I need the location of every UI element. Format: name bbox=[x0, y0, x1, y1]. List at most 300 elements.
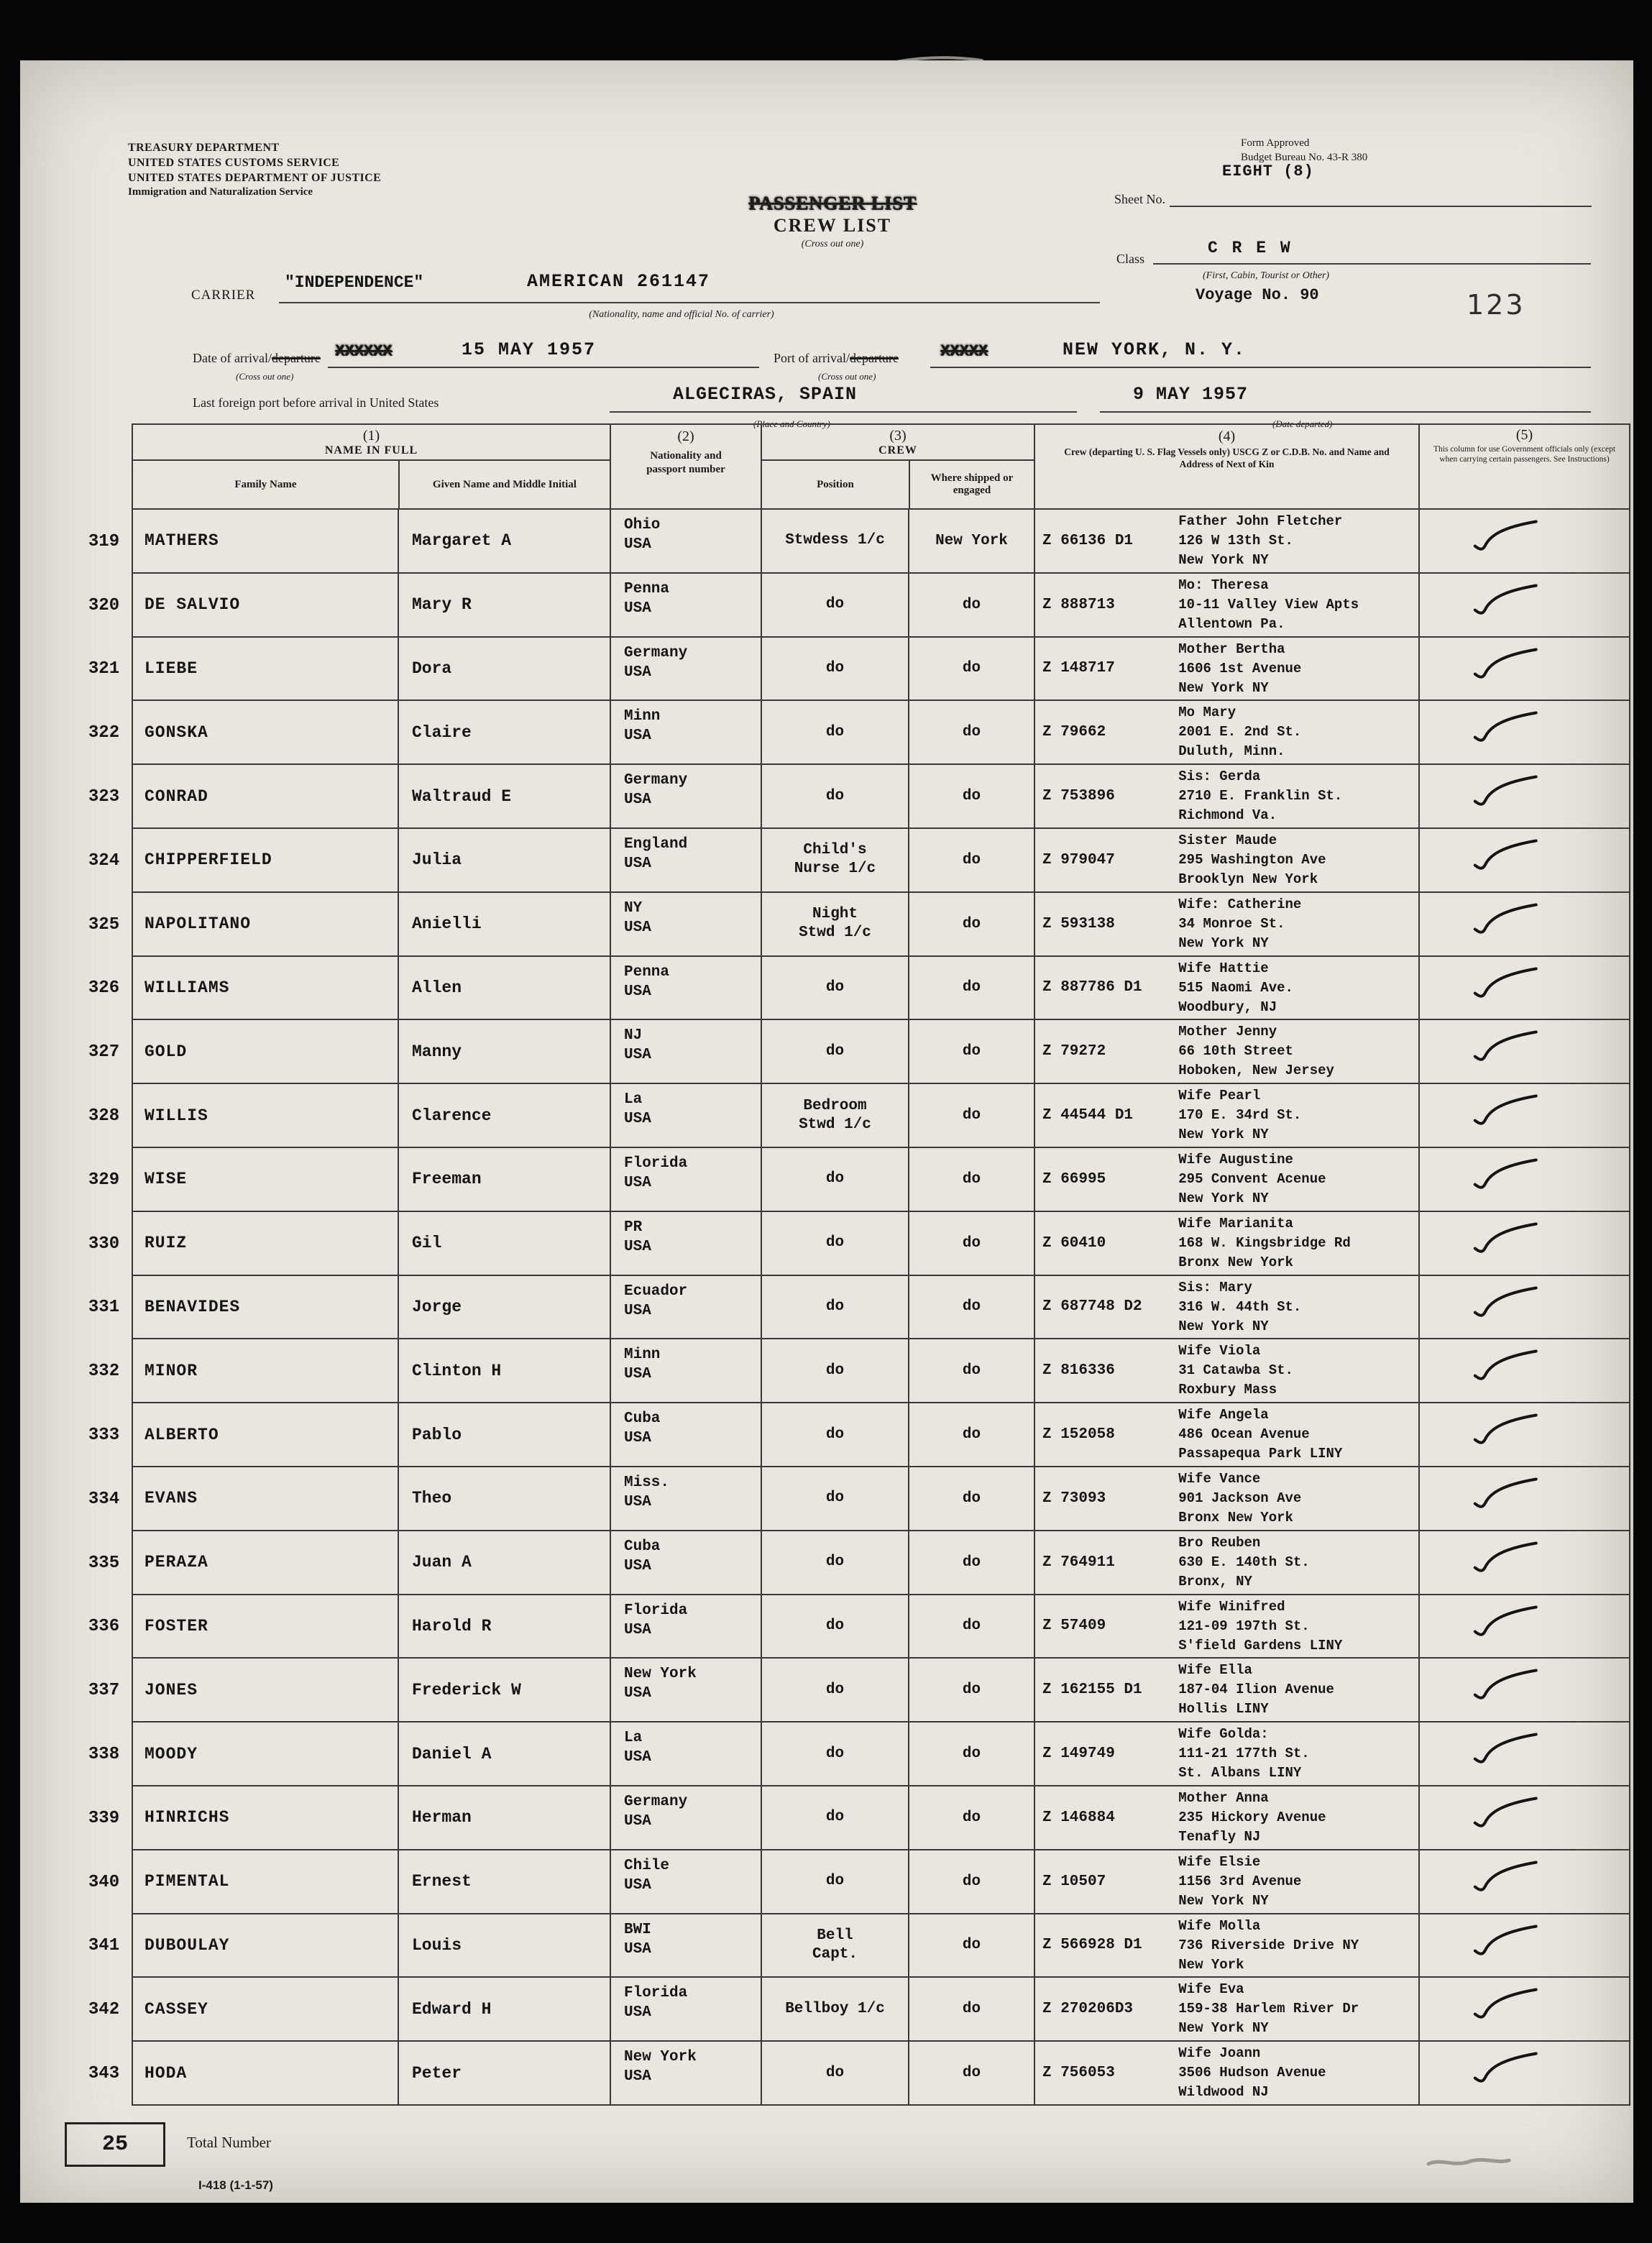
family-name-cell: CHIPPERFIELD bbox=[132, 829, 398, 893]
voyage-number: Voyage No. 90 bbox=[1196, 286, 1319, 304]
agency-line: TREASURY DEPARTMENT bbox=[128, 142, 280, 154]
family-name-cell: GONSKA bbox=[132, 701, 398, 765]
given-name-cell: Anielli bbox=[398, 893, 610, 957]
position-cell: do bbox=[761, 1659, 908, 1723]
given-name-cell: Allen bbox=[398, 957, 610, 1021]
z-number: Z 816336 bbox=[1042, 1362, 1115, 1380]
row-number bbox=[76, 1531, 132, 1595]
government-use-cell bbox=[1418, 1914, 1630, 1978]
line-number: 323 bbox=[88, 787, 120, 807]
position-cell: Night Stwd 1/c bbox=[761, 893, 908, 957]
family-name-cell: ALBERTO bbox=[132, 1403, 398, 1467]
z-number: Z 66995 bbox=[1042, 1170, 1106, 1188]
nationality-cell: Cuba USA bbox=[610, 1403, 761, 1467]
checkmark-icon bbox=[1469, 1347, 1544, 1390]
next-of-kin-cell bbox=[1034, 1403, 1418, 1467]
z-number: Z 79662 bbox=[1042, 724, 1106, 741]
row-number bbox=[76, 1978, 132, 2042]
where-shipped-cell: do bbox=[908, 1595, 1034, 1659]
document-page bbox=[20, 60, 1633, 2203]
header-crew bbox=[761, 423, 1034, 510]
next-of-kin-cell bbox=[1034, 1659, 1418, 1723]
government-use-cell bbox=[1418, 829, 1630, 893]
row-number-gutter bbox=[76, 423, 132, 510]
nationality-cell: La USA bbox=[610, 1723, 761, 1786]
family-name-cell: CASSEY bbox=[132, 1978, 398, 2042]
z-number: Z 764911 bbox=[1042, 1554, 1115, 1571]
table-row bbox=[76, 1403, 1630, 1467]
table-row bbox=[76, 1850, 1630, 1914]
z-number: Z 687748 D2 bbox=[1042, 1298, 1142, 1316]
next-of-kin-address: Sister Maude 295 Washington Ave Brooklyn New York bbox=[1178, 832, 1326, 887]
government-use-cell bbox=[1418, 1531, 1630, 1595]
position-cell: Bedroom Stwd 1/c bbox=[761, 1084, 908, 1148]
checkmark-icon bbox=[1469, 1220, 1544, 1262]
government-use-cell bbox=[1418, 1148, 1630, 1212]
sheet-number-value: EIGHT (8) bbox=[1222, 162, 1314, 180]
class-note: (First, Cabin, Tourist or Other) bbox=[1203, 270, 1330, 281]
checkmark-icon bbox=[1469, 1028, 1544, 1070]
family-name-cell: PIMENTAL bbox=[132, 1850, 398, 1914]
table-row bbox=[76, 829, 1630, 893]
row-number bbox=[76, 1850, 132, 1914]
z-number: Z 79272 bbox=[1042, 1043, 1106, 1060]
next-of-kin-cell bbox=[1034, 1467, 1418, 1531]
row-number bbox=[76, 574, 132, 638]
next-of-kin-address: Bro Reuben 630 E. 140th St. Bronx, NY bbox=[1178, 1534, 1310, 1590]
crossed-out-text: XXXXXX bbox=[335, 342, 393, 360]
checkmark-icon bbox=[1469, 837, 1544, 879]
header-col3-top bbox=[762, 425, 1034, 461]
sheet-number-label: Sheet No. bbox=[1114, 192, 1165, 206]
row-number bbox=[76, 1403, 132, 1467]
government-use-cell bbox=[1418, 1595, 1630, 1659]
where-shipped-cell: do bbox=[908, 638, 1034, 702]
position-cell: Stwdess 1/c bbox=[761, 510, 908, 574]
line-number: 334 bbox=[88, 1489, 120, 1509]
next-of-kin-address: Wife Augustine 295 Convent Acenue New York NY bbox=[1178, 1151, 1326, 1206]
given-name-header: Given Name and Middle Initial bbox=[398, 461, 610, 508]
checkmark-icon bbox=[1469, 1092, 1544, 1134]
family-name-cell: HODA bbox=[132, 2042, 398, 2106]
position-cell: do bbox=[761, 1531, 908, 1595]
next-of-kin-address: Sis: Gerda 2710 E. Franklin St. Richmond Va. bbox=[1178, 769, 1343, 824]
nationality-cell: Florida USA bbox=[610, 1595, 761, 1659]
date-departed-note: (Date departed) bbox=[1272, 418, 1333, 429]
given-name-cell: Clinton H bbox=[398, 1339, 610, 1403]
next-of-kin-cell bbox=[1034, 893, 1418, 957]
line-number: 319 bbox=[88, 531, 120, 551]
z-number: Z 566928 D1 bbox=[1042, 1937, 1142, 1954]
z-number: Z 888713 bbox=[1042, 596, 1115, 613]
family-name-cell: LIEBE bbox=[132, 638, 398, 702]
nationality-cell: Florida USA bbox=[610, 1978, 761, 2042]
col4-number: (4) bbox=[1218, 428, 1236, 444]
table-row bbox=[76, 1148, 1630, 1212]
position-cell: do bbox=[761, 1339, 908, 1403]
agency-line: UNITED STATES DEPARTMENT OF JUSTICE bbox=[128, 171, 382, 184]
position-cell: do bbox=[761, 1850, 908, 1914]
table-row bbox=[76, 701, 1630, 765]
next-of-kin-cell bbox=[1034, 510, 1418, 574]
table-row bbox=[76, 893, 1630, 957]
next-of-kin-cell bbox=[1034, 1723, 1418, 1786]
given-name-cell: Manny bbox=[398, 1020, 610, 1084]
line-number: 326 bbox=[88, 978, 120, 999]
nationality-cell: Penna USA bbox=[610, 957, 761, 1021]
nationality-cell: BWI USA bbox=[610, 1914, 761, 1978]
position-cell: do bbox=[761, 2042, 908, 2106]
next-of-kin-cell bbox=[1034, 701, 1418, 765]
table-row bbox=[76, 1339, 1630, 1403]
carrier-label: CARRIER bbox=[191, 288, 256, 303]
where-shipped-cell: do bbox=[908, 1723, 1034, 1786]
class-value: C R E W bbox=[1208, 239, 1293, 257]
table-row bbox=[76, 574, 1630, 638]
position-cell: Bellboy 1/c bbox=[761, 1978, 908, 2042]
line-number: 328 bbox=[88, 1106, 120, 1127]
government-use-cell bbox=[1418, 1339, 1630, 1403]
next-of-kin-address: Wife Molla 736 Riverside Drive NY New York bbox=[1178, 1917, 1359, 1973]
given-name-cell: Claire bbox=[398, 701, 610, 765]
line-number: 336 bbox=[88, 1617, 120, 1637]
z-number: Z 10507 bbox=[1042, 1873, 1106, 1890]
row-number bbox=[76, 638, 132, 702]
nationality-cell: Germany USA bbox=[610, 638, 761, 702]
col1-title: NAME IN FULL bbox=[324, 444, 418, 457]
total-number-box: 25 bbox=[65, 2122, 165, 2167]
header-col3-sub bbox=[762, 461, 1034, 508]
next-of-kin-address: Wife Joann 3506 Hudson Avenue Wildwood NJ bbox=[1178, 2045, 1326, 2101]
underline bbox=[930, 348, 1591, 368]
line-number: 343 bbox=[88, 2064, 120, 2084]
government-use-cell bbox=[1418, 1403, 1630, 1467]
next-of-kin-cell bbox=[1034, 1020, 1418, 1084]
row-number bbox=[76, 829, 132, 893]
form-number: I-418 (1-1-57) bbox=[198, 2178, 273, 2192]
government-use-cell bbox=[1418, 1723, 1630, 1786]
checkmark-icon bbox=[1469, 901, 1544, 943]
where-shipped-cell: do bbox=[908, 1148, 1034, 1212]
government-use-cell bbox=[1418, 1850, 1630, 1914]
form-title bbox=[689, 193, 976, 250]
cross-out-note: (Cross out one) bbox=[818, 371, 876, 382]
nationality-cell: Miss. USA bbox=[610, 1467, 761, 1531]
next-of-kin-address: Wife Ella 187-04 Ilion Avenue Hollis LINY bbox=[1178, 1662, 1334, 1717]
next-of-kin-cell bbox=[1034, 1914, 1418, 1978]
position-cell: do bbox=[761, 957, 908, 1021]
where-shipped-cell: do bbox=[908, 829, 1034, 893]
next-of-kin-cell bbox=[1034, 1978, 1418, 2042]
date-label-struck: departure bbox=[271, 351, 321, 365]
next-of-kin-address: Wife Elsie 1156 3rd Avenue New York NY bbox=[1178, 1853, 1302, 1909]
line-number: 331 bbox=[88, 1298, 120, 1318]
page-number-stamp: 123 bbox=[1467, 289, 1525, 321]
checkmark-icon bbox=[1469, 646, 1544, 688]
family-name-cell: MOODY bbox=[132, 1723, 398, 1786]
government-use-cell bbox=[1418, 1212, 1630, 1276]
given-name-cell: Harold R bbox=[398, 1595, 610, 1659]
nationality-cell: PR USA bbox=[610, 1212, 761, 1276]
z-number: Z 60410 bbox=[1042, 1234, 1106, 1252]
title-passenger-list-crossed: PASSENGER LIST bbox=[748, 193, 917, 214]
row-number bbox=[76, 1148, 132, 1212]
table-row bbox=[76, 1084, 1630, 1148]
given-name-cell: Daniel A bbox=[398, 1723, 610, 1786]
sheet-number-row bbox=[1114, 188, 1592, 207]
z-number: Z 162155 D1 bbox=[1042, 1682, 1142, 1699]
row-number bbox=[76, 1020, 132, 1084]
table-row bbox=[76, 2042, 1630, 2106]
family-name-cell: EVANS bbox=[132, 1467, 398, 1531]
checkmark-icon bbox=[1469, 1602, 1544, 1645]
government-use-cell bbox=[1418, 1978, 1630, 2042]
nationality-cell: NJ USA bbox=[610, 1020, 761, 1084]
given-name-cell: Julia bbox=[398, 829, 610, 893]
line-number: 342 bbox=[88, 2000, 120, 2020]
given-name-cell: Dora bbox=[398, 638, 610, 702]
next-of-kin-cell bbox=[1034, 1339, 1418, 1403]
line-number: 337 bbox=[88, 1681, 120, 1701]
nationality-cell: New York USA bbox=[610, 2042, 761, 2106]
table-row bbox=[76, 510, 1630, 574]
government-use-header: This column for use Government officials only (except when carrying certain passengers. See Instructions) bbox=[1433, 445, 1616, 464]
next-of-kin-address: Mother Jenny 66 10th Street Hoboken, New Jersey bbox=[1178, 1024, 1334, 1079]
position-cell: do bbox=[761, 1020, 908, 1084]
row-number bbox=[76, 1595, 132, 1659]
scan-artifact-smudge bbox=[1426, 2152, 1512, 2171]
next-of-kin-cell bbox=[1034, 957, 1418, 1021]
family-name-cell: WILLIS bbox=[132, 1084, 398, 1148]
given-name-cell: Frederick W bbox=[398, 1659, 610, 1723]
family-name-cell: RUIZ bbox=[132, 1212, 398, 1276]
where-shipped-cell: do bbox=[908, 1914, 1034, 1978]
row-number bbox=[76, 1212, 132, 1276]
given-name-cell: Mary R bbox=[398, 574, 610, 638]
line-number: 339 bbox=[88, 1808, 120, 1828]
agency-line: UNITED STATES CUSTOMS SERVICE bbox=[128, 156, 340, 169]
next-of-kin-address: Wife Golda: 111-21 177th St. St. Albans LINY bbox=[1178, 1726, 1310, 1781]
row-number bbox=[76, 1084, 132, 1148]
port-of-arrival-label bbox=[774, 351, 899, 366]
table-row bbox=[76, 1212, 1630, 1276]
next-of-kin-address: Wife Hattie 515 Naomi Ave. Woodbury, NJ bbox=[1178, 960, 1293, 1015]
line-number: 320 bbox=[88, 595, 120, 615]
header-government-use bbox=[1418, 423, 1630, 510]
position-cell: do bbox=[761, 1212, 908, 1276]
next-of-kin-cell bbox=[1034, 2042, 1418, 2106]
government-use-cell bbox=[1418, 957, 1630, 1021]
given-name-cell: Juan A bbox=[398, 1531, 610, 1595]
cross-out-note: (Cross out one) bbox=[236, 371, 294, 382]
col5-number: (5) bbox=[1515, 427, 1533, 443]
port-label-text: Port of arrival/ bbox=[774, 351, 850, 365]
line-number: 329 bbox=[88, 1170, 120, 1190]
form-approved-line: Form Approved bbox=[1241, 137, 1310, 149]
next-of-kin-cell bbox=[1034, 1786, 1418, 1850]
line-number: 341 bbox=[88, 1936, 120, 1956]
position-cell: Child's Nurse 1/c bbox=[761, 829, 908, 893]
z-number: Z 979047 bbox=[1042, 851, 1115, 868]
col3-number: (3) bbox=[889, 428, 907, 444]
government-use-cell bbox=[1418, 574, 1630, 638]
given-name-cell: Clarence bbox=[398, 1084, 610, 1148]
row-number bbox=[76, 701, 132, 765]
next-of-kin-cell bbox=[1034, 1212, 1418, 1276]
z-number: Z 753896 bbox=[1042, 788, 1115, 805]
table-row bbox=[76, 957, 1630, 1021]
checkmark-icon bbox=[1469, 582, 1544, 624]
next-of-kin-cell bbox=[1034, 765, 1418, 829]
next-of-kin-address: Wife Angela 486 Ocean Avenue Passapequa Park LINY bbox=[1178, 1407, 1343, 1462]
next-of-kin-cell bbox=[1034, 1276, 1418, 1340]
family-name-cell: GOLD bbox=[132, 1020, 398, 1084]
row-number bbox=[76, 1786, 132, 1850]
nationality-cell: New York USA bbox=[610, 1659, 761, 1723]
where-shipped-cell: do bbox=[908, 574, 1034, 638]
next-of-kin-address: Wife Viola 31 Catawba St. Roxbury Mass bbox=[1178, 1343, 1293, 1398]
nationality-cell: Cuba USA bbox=[610, 1531, 761, 1595]
position-cell: do bbox=[761, 1276, 908, 1340]
where-shipped-cell: do bbox=[908, 1786, 1034, 1850]
checkmark-icon bbox=[1469, 1411, 1544, 1454]
next-of-kin-address: Wife Winifred 121-09 197th St. S'field Gardens LINY bbox=[1178, 1598, 1343, 1653]
where-shipped-cell: do bbox=[908, 1850, 1034, 1914]
family-name-cell: WISE bbox=[132, 1148, 398, 1212]
header-col1-top bbox=[133, 425, 610, 461]
given-name-cell: Peter bbox=[398, 2042, 610, 2106]
family-name-cell: BENAVIDES bbox=[132, 1276, 398, 1340]
z-number: Z 148717 bbox=[1042, 660, 1115, 677]
where-shipped-cell: do bbox=[908, 1084, 1034, 1148]
government-use-cell bbox=[1418, 2042, 1630, 2106]
table-row bbox=[76, 1786, 1630, 1850]
next-of-kin-cell bbox=[1034, 1148, 1418, 1212]
crew-table bbox=[76, 423, 1630, 2106]
col1-number: (1) bbox=[362, 428, 380, 444]
next-of-kin-cell bbox=[1034, 1531, 1418, 1595]
row-number bbox=[76, 2042, 132, 2106]
checkmark-icon bbox=[1469, 1475, 1544, 1518]
next-of-kin-cell bbox=[1034, 1595, 1418, 1659]
checkmark-icon bbox=[1469, 1666, 1544, 1709]
budget-bureau-line: Budget Bureau No. 43-R 380 bbox=[1241, 151, 1368, 163]
next-of-kin-address: Sis: Mary 316 W. 44th St. New York NY bbox=[1178, 1279, 1302, 1334]
next-of-kin-address: Mother Anna 235 Hickory Avenue Tenafly NJ bbox=[1178, 1789, 1326, 1845]
next-of-kin-header: Crew (departing U. S. Flag Vessels only) USCG Z or C.D.B. No. and Name and Address of Next of Kin bbox=[1064, 446, 1390, 469]
next-of-kin-address: Wife Marianita 168 W. Kingsbridge Rd Bronx New York bbox=[1178, 1215, 1351, 1270]
row-number bbox=[76, 1339, 132, 1403]
where-shipped-cell: do bbox=[908, 2042, 1034, 2106]
z-number: Z 73093 bbox=[1042, 1490, 1106, 1507]
nationality-cell: La USA bbox=[610, 1084, 761, 1148]
date-departed-value: 9 MAY 1957 bbox=[1133, 384, 1249, 405]
where-shipped-cell: do bbox=[908, 765, 1034, 829]
z-number: Z 887786 D1 bbox=[1042, 979, 1142, 996]
government-use-cell bbox=[1418, 510, 1630, 574]
form-approved-block bbox=[1241, 137, 1367, 165]
where-shipped-cell: do bbox=[908, 1659, 1034, 1723]
nationality-cell: Minn USA bbox=[610, 1339, 761, 1403]
position-cell: do bbox=[761, 701, 908, 765]
checkmark-icon bbox=[1469, 1730, 1544, 1773]
line-number: 324 bbox=[88, 850, 120, 871]
where-shipped-cell: do bbox=[908, 1403, 1034, 1467]
checkmark-icon bbox=[1469, 964, 1544, 1006]
government-use-cell bbox=[1418, 1659, 1630, 1723]
table-row bbox=[76, 1531, 1630, 1595]
header-col1-sub bbox=[133, 461, 610, 508]
line-number: 330 bbox=[88, 1234, 120, 1254]
given-name-cell: Theo bbox=[398, 1467, 610, 1531]
checkmark-icon bbox=[1469, 1794, 1544, 1837]
nationality-cell: Germany USA bbox=[610, 1786, 761, 1850]
position-cell: do bbox=[761, 1148, 908, 1212]
government-use-cell bbox=[1418, 638, 1630, 702]
row-number bbox=[76, 1276, 132, 1340]
agency-line: Immigration and Naturalization Service bbox=[128, 186, 313, 198]
col3-title: CREW bbox=[878, 444, 917, 457]
z-number: Z 57409 bbox=[1042, 1618, 1106, 1635]
checkmark-icon bbox=[1469, 2050, 1544, 2092]
family-name-cell: DE SALVIO bbox=[132, 574, 398, 638]
next-of-kin-cell bbox=[1034, 1850, 1418, 1914]
line-number: 327 bbox=[88, 1042, 120, 1063]
where-shipped-cell: do bbox=[908, 1276, 1034, 1340]
carrier-note: (Nationality, name and official No. of carrier) bbox=[589, 309, 774, 320]
position-cell: do bbox=[761, 1595, 908, 1659]
nationality-header: Nationality and passport number bbox=[646, 450, 725, 475]
next-of-kin-address: Wife: Catherine 34 Monroe St. New York NY bbox=[1178, 896, 1302, 951]
position-cell: do bbox=[761, 638, 908, 702]
government-use-cell bbox=[1418, 701, 1630, 765]
next-of-kin-address: Wife Pearl 170 E. 34rd St. New York NY bbox=[1178, 1088, 1302, 1143]
z-number: Z 149749 bbox=[1042, 1746, 1115, 1763]
next-of-kin-cell bbox=[1034, 574, 1418, 638]
next-of-kin-address: Wife Eva 159-38 Harlem River Dr New York NY bbox=[1178, 1981, 1359, 2037]
nationality-cell: Germany USA bbox=[610, 765, 761, 829]
where-shipped-header: Where shipped or engaged bbox=[909, 461, 1034, 508]
last-foreign-port-label: Last foreign port before arrival in United States bbox=[193, 395, 439, 410]
family-name-cell: MINOR bbox=[132, 1339, 398, 1403]
checkmark-icon bbox=[1469, 518, 1544, 560]
position-cell: do bbox=[761, 765, 908, 829]
crossed-out-text: XXXXX bbox=[940, 342, 988, 360]
government-use-cell bbox=[1418, 1467, 1630, 1531]
where-shipped-cell: do bbox=[908, 957, 1034, 1021]
given-name-cell: Freeman bbox=[398, 1148, 610, 1212]
given-name-cell: Ernest bbox=[398, 1850, 610, 1914]
family-name-cell: JONES bbox=[132, 1659, 398, 1723]
row-number bbox=[76, 765, 132, 829]
where-shipped-cell: do bbox=[908, 893, 1034, 957]
table-row bbox=[76, 1595, 1630, 1659]
port-label-struck: departure bbox=[849, 351, 899, 365]
line-number: 333 bbox=[88, 1426, 120, 1446]
government-use-cell bbox=[1418, 1786, 1630, 1850]
class-label: Class bbox=[1116, 252, 1145, 266]
given-name-cell: Louis bbox=[398, 1914, 610, 1978]
nationality-cell: Florida USA bbox=[610, 1148, 761, 1212]
header-nationality bbox=[610, 423, 761, 510]
table-row bbox=[76, 1467, 1630, 1531]
where-shipped-cell: do bbox=[908, 1212, 1034, 1276]
where-shipped-cell: New York bbox=[908, 510, 1034, 574]
date-of-arrival-label bbox=[193, 351, 321, 366]
row-number bbox=[76, 510, 132, 574]
z-number: Z 152058 bbox=[1042, 1426, 1115, 1444]
nationality-cell: Ohio USA bbox=[610, 510, 761, 574]
